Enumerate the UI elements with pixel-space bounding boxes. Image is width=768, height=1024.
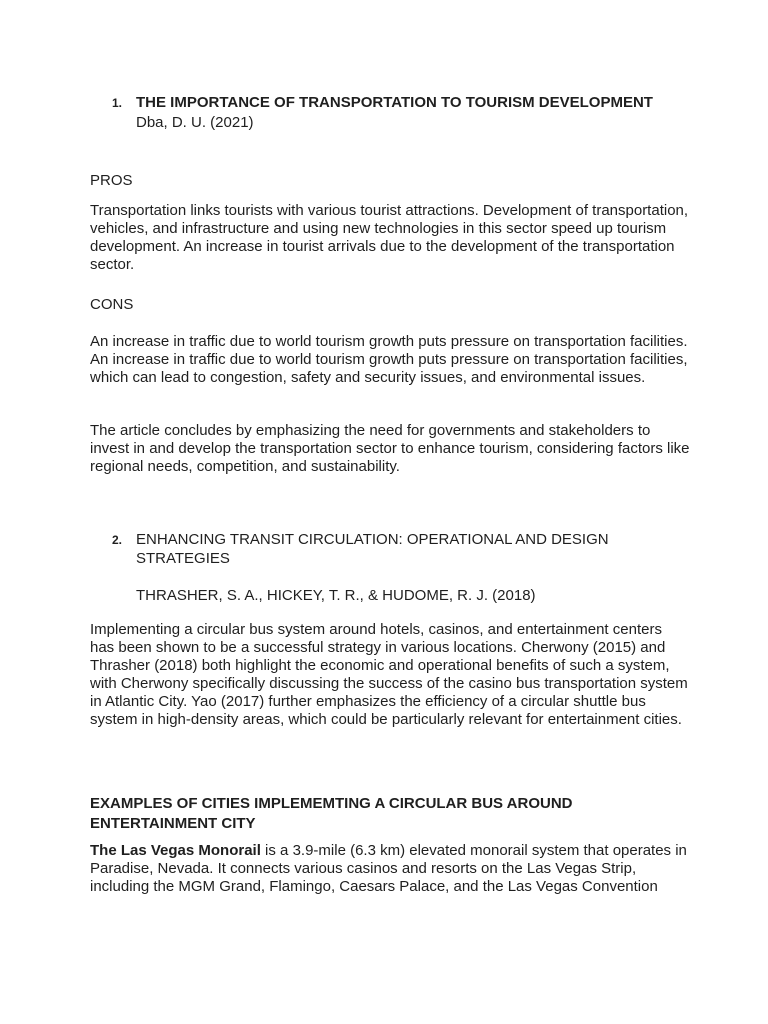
pros-text: Transportation links tourists with various tourist attractions. Development of transportation, vehicles, and infrastructure and using new technologies in this sector speed up tourism development. An increase in tourist arrivals due to the development of the transportation sector. [90,202,689,273]
section-2-title: ENHANCING TRANSIT CIRCULATION: OPERATIONAL AND DESIGN STRATEGIES [136,531,609,567]
examples-heading: EXAMPLES OF CITIES IMPLEMEMTING A CIRCULAR BUS AROUND ENTERTAINMENT CITY [90,795,573,832]
monorail-paragraph [90,842,690,896]
section-1-title: THE IMPORTANCE OF TRANSPORTATION TO TOURISM DEVELOPMENT [136,94,653,111]
section-1-citation: Dba, D. U. (2021) [136,114,254,131]
monorail-text: is a 3.9-mile (6.3 km) elevated monorail system that operates in Paradise, Nevada. It connects various casinos and resorts on the Las Vegas Strip, including the MGM Grand, Flamingo, Caesars Palace, and the Las Vegas Convention [90,842,687,895]
conclusion-text: The article concludes by emphasizing the need for governments and stakeholders to invest in and develop the transportation sector to enhance tourism, considering factors like regional needs, competition, and sustainability. [90,422,690,475]
cons-text: An increase in traffic due to world tourism growth puts pressure on transportation facilities. An increase in traffic due to world tourism growth puts pressure on transportation facilities, which can lead to congestion, safety and security issues, and environmental issues. [90,333,688,386]
section-2-citation: THRASHER, S. A., HICKEY, T. R., & HUDOME, R. J. (2018) [136,587,536,604]
monorail-name: The Las Vegas Monorail [90,842,261,859]
section-1-number: 1. [112,96,123,110]
section-2-body: Implementing a circular bus system around hotels, casinos, and entertainment centers has been shown to be a successful strategy in various locations. Cherwony (2015) and Thrasher (2018) both highlight the economic and operational benefits of such a system, with Cherwony specifically discussing the success of the casino bus transportation system in Atlantic City. Yao (2017) further emphasizes the efficiency of a circular shuttle bus system in high-density areas, which could be particularly relevant for entertainment cities. [90,621,688,728]
cons-label: CONS [90,296,134,313]
pros-label: PROS [90,172,133,189]
section-2-number: 2. [112,533,123,547]
